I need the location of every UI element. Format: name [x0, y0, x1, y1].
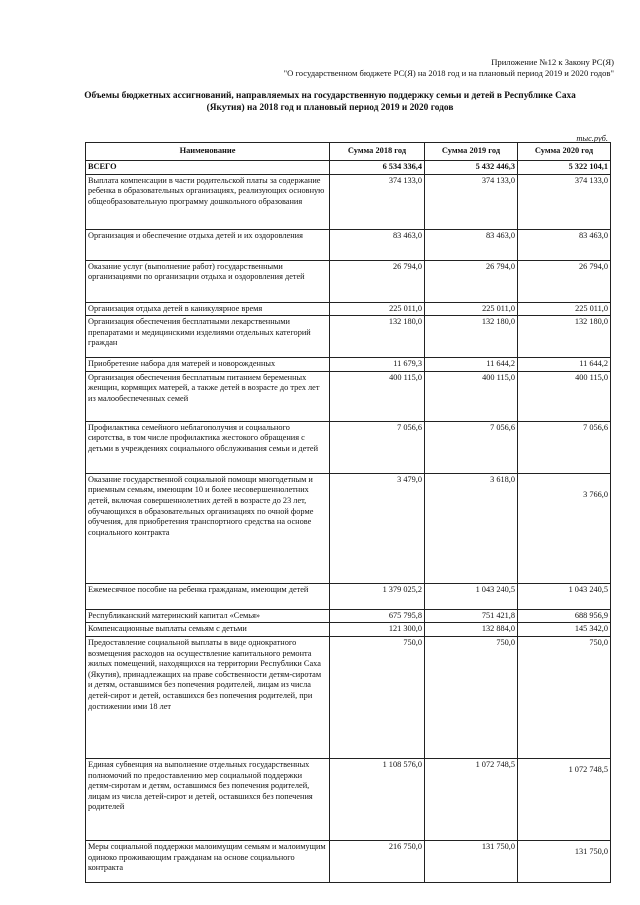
budget-table — [85, 142, 611, 883]
row-value-2018: 7 056,6 — [330, 421, 425, 473]
table-row — [86, 316, 611, 358]
row-name: Организация отдыха детей в каникулярное время — [86, 302, 330, 316]
row-value-2018: 400 115,0 — [330, 371, 425, 421]
row-value-2019: 7 056,6 — [425, 421, 518, 473]
row-value-2020: 83 463,0 — [518, 229, 611, 260]
row-value-2019: 131 750,0 — [425, 840, 518, 882]
table-row — [86, 358, 611, 372]
row-value-2020: 374 133,0 — [518, 174, 611, 229]
row-value-2018: 132 180,0 — [330, 316, 425, 358]
row-name: Ежемесячное пособие на ребенка гражданам, имеющим детей — [86, 583, 330, 609]
table-header-row — [86, 143, 611, 161]
column-header-2018: Сумма 2018 год — [330, 143, 425, 161]
column-header-2020: Сумма 2020 год — [518, 143, 611, 161]
row-value-2019: 5 432 446,3 — [425, 161, 518, 175]
table-row — [86, 302, 611, 316]
row-value-2018: 83 463,0 — [330, 229, 425, 260]
row-value-2018: 6 534 336,4 — [330, 161, 425, 175]
row-value-2020: 750,0 — [518, 636, 611, 758]
row-value-2019: 132 180,0 — [425, 316, 518, 358]
row-name: Организация обеспечения бесплатным питанием беременных женщин, кормящих матерей, а также детей в возрасте до трех лет из малообеспеченных семей — [86, 371, 330, 421]
row-name: Приобретение набора для матерей и новорожденных — [86, 358, 330, 372]
row-value-2020: 1 072 748,5 — [518, 758, 611, 840]
row-name: Компенсационные выплаты семьям с детьми — [86, 623, 330, 637]
table-row — [86, 473, 611, 583]
row-name: Оказание услуг (выполнение работ) государственными организациями по организации отдыха и оздоровления детей — [86, 260, 330, 302]
row-value-2018: 225 011,0 — [330, 302, 425, 316]
row-value-2020: 131 750,0 — [518, 840, 611, 882]
row-value-2018: 216 750,0 — [330, 840, 425, 882]
table-row — [86, 583, 611, 609]
row-value-2018: 26 794,0 — [330, 260, 425, 302]
table-row — [86, 840, 611, 882]
row-name: Меры социальной поддержки малоимущим семьям и малоимущим одиноко проживающим гражданам на основе социального контракта — [86, 840, 330, 882]
table-row — [86, 371, 611, 421]
table-row — [86, 174, 611, 229]
table-row — [86, 260, 611, 302]
row-value-2020: 688 956,9 — [518, 609, 611, 623]
row-value-2020: 11 644,2 — [518, 358, 611, 372]
row-value-2019: 132 884,0 — [425, 623, 518, 637]
row-value-2019: 374 133,0 — [425, 174, 518, 229]
row-value-2018: 750,0 — [330, 636, 425, 758]
row-value-2020: 26 794,0 — [518, 260, 611, 302]
table-row — [86, 609, 611, 623]
row-value-2020: 1 043 240,5 — [518, 583, 611, 609]
row-value-2019: 83 463,0 — [425, 229, 518, 260]
row-name: Организация обеспечения бесплатными лекарственными препаратами и медицинскими изделиями отдельных категорий граждан — [86, 316, 330, 358]
row-value-2019: 750,0 — [425, 636, 518, 758]
row-value-2018: 11 679,3 — [330, 358, 425, 372]
row-value-2018: 121 300,0 — [330, 623, 425, 637]
row-value-2019: 3 618,0 — [425, 473, 518, 583]
row-name: Выплата компенсации в части родительской платы за содержание ребенка в образовательных организациях, реализующих основную общеобразовательную программу дошкольного образования — [86, 174, 330, 229]
row-value-2018: 675 795,8 — [330, 609, 425, 623]
table-row — [86, 636, 611, 758]
row-value-2020: 145 342,0 — [518, 623, 611, 637]
row-value-2020: 400 115,0 — [518, 371, 611, 421]
row-value-2020: 225 011,0 — [518, 302, 611, 316]
table-row — [86, 229, 611, 260]
row-name: Организация и обеспечение отдыха детей и их оздоровления — [86, 229, 330, 260]
row-value-2020: 7 056,6 — [518, 421, 611, 473]
row-value-2019: 400 115,0 — [425, 371, 518, 421]
row-value-2019: 751 421,8 — [425, 609, 518, 623]
row-value-2019: 1 072 748,5 — [425, 758, 518, 840]
unit-label: тыс.руб. — [576, 134, 608, 143]
table-row — [86, 758, 611, 840]
law-reference: "О государственном бюджете РС(Я) на 2018 год и на плановый период 2019 и 2020 годов" — [283, 68, 614, 78]
document-title: Объемы бюджетных ассигнований, направляемых на государственную поддержку семьи и детей в Республике Саха (Якутия) на 2018 год и плановый период 2019 и 2020 годов — [84, 91, 576, 113]
row-value-2020: 5 322 104,1 — [518, 161, 611, 175]
row-value-2018: 1 108 576,0 — [330, 758, 425, 840]
row-value-2018: 3 479,0 — [330, 473, 425, 583]
row-name: Профилактика семейного неблагополучия и социального сиротства, в том числе профилактика жестокого обращения с детьми в учреждениях социального обслуживания семьи и детей — [86, 421, 330, 473]
row-name: Оказание государственной социальной помощи многодетным и приемным семьям, имеющим 10 и более несовершеннолетних детей, включая совершеннолетних детей в возрасте до 23 лет, обучающихся в образовательных организациях по очной форме обучения, для приобретения транспортного средства на основе социального контракта — [86, 473, 330, 583]
row-value-2020: 132 180,0 — [518, 316, 611, 358]
row-value-2019: 1 043 240,5 — [425, 583, 518, 609]
row-value-2019: 11 644,2 — [425, 358, 518, 372]
row-name: Республиканский материнский капитал «Семья» — [86, 609, 330, 623]
appendix-reference: Приложение №12 к Закону РС(Я) — [491, 57, 614, 67]
column-header-name: Наименование — [86, 143, 330, 161]
table-row — [86, 421, 611, 473]
table-row-total — [86, 161, 611, 175]
row-value-2019: 26 794,0 — [425, 260, 518, 302]
row-value-2018: 1 379 025,2 — [330, 583, 425, 609]
row-name: Единая субвенция на выполнение отдельных государственных полномочий по предоставлению мер социальной поддержки детям-сиротам и детям, оставшимся без попечения родителей, лицам из числа детей-сирот и детей, оставшихся без попечения родителей — [86, 758, 330, 840]
row-value-2020: 3 766,0 — [518, 473, 611, 583]
table-row — [86, 623, 611, 637]
row-value-2019: 225 011,0 — [425, 302, 518, 316]
row-name: ВСЕГО — [86, 161, 330, 175]
column-header-2019: Сумма 2019 год — [425, 143, 518, 161]
row-name: Предоставление социальной выплаты в виде однократного возмещения расходов на осуществление капитального ремонта жилых помещений, находящихся на территории Республики Саха (Якутия), принадлежащих на праве собственности детям-сиротам и детям, оставшимся без попечения родителей, лицам из числа детей-сирот и детей, оставшихся без попечения родителей, при достижении ими 18 лет — [86, 636, 330, 758]
row-value-2018: 374 133,0 — [330, 174, 425, 229]
